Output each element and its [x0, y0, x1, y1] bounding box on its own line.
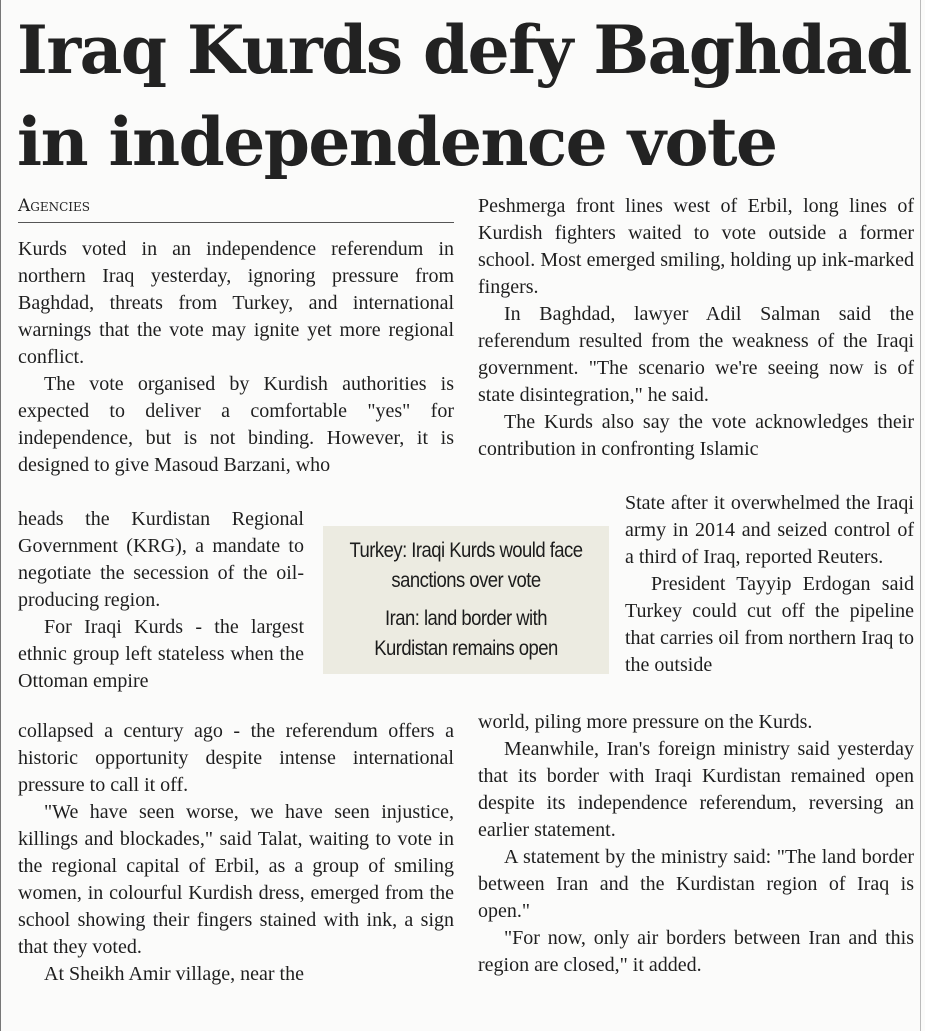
- left-column-bottom: [18, 718, 454, 988]
- paragraph: heads the Kurdistan Regional Government (KRG), a mandate to negotiate the secession of the oil-producing region.: [18, 508, 304, 611]
- headline-line-1: Iraq Kurds defy Baghdad: [17, 11, 911, 89]
- pullquote-box: [323, 526, 609, 674]
- page-edge-divider: [920, 0, 921, 1031]
- paragraph: For Iraqi Kurds - the largest ethnic group left stateless when the Ottoman empire: [18, 616, 304, 692]
- headline: [17, 4, 922, 188]
- paragraph: The Kurds also say the vote acknowledges their contribution in confronting Islamic: [478, 411, 914, 460]
- paragraph: world, piling more pressure on the Kurds.: [478, 711, 813, 733]
- byline: Agencies: [18, 196, 454, 223]
- pullquote-turkey: Turkey: Iraqi Kurds would face sanctions over vote: [349, 539, 583, 592]
- paragraph: Meanwhile, Iran's foreign ministry said yesterday that its border with Iraqi Kurdistan remained open despite its independence referendum, reversing an earlier statement.: [478, 738, 914, 841]
- paragraph: State after it overwhelmed the Iraqi army in 2014 and seized control of a third of Iraq, reported Reuters.: [625, 492, 914, 568]
- paragraph: Kurds voted in an independence referendum in northern Iraq yesterday, ignoring pressure from Baghdad, threats from Turkey, and international warnings that the vote may ignite yet more regional conflict.: [18, 238, 454, 368]
- paragraph: In Baghdad, lawyer Adil Salman said the referendum resulted from the weakness of the Iraqi government. "The scenario we're seeing now is of state disintegration," he said.: [478, 303, 914, 406]
- right-column-top: [478, 193, 914, 463]
- right-column-bottom: [478, 709, 914, 979]
- left-column-top: [18, 236, 454, 479]
- paragraph: Peshmerga front lines west of Erbil, long lines of Kurdish fighters waited to vote outside a former school. Most emerged smiling, holding up ink-marked fingers.: [478, 195, 914, 298]
- pullquote-separator: [331, 596, 601, 604]
- paragraph: "We have seen worse, we have seen injustice, killings and blockades," said Talat, waiting to vote in the regional capital of Erbil, as a group of smiling women, in colourful Kurdish dress, emerged from the school showing their fingers stained with ink, a sign that they voted.: [18, 801, 454, 958]
- headline-line-2: in independence vote: [17, 103, 777, 181]
- paragraph: "For now, only air borders between Iran and this region are closed," it added.: [478, 927, 914, 976]
- paragraph: collapsed a century ago - the referendum offers a historic opportunity despite intense international pressure to call it off.: [18, 720, 454, 796]
- left-column-wrap: [18, 506, 304, 695]
- paragraph: A statement by the ministry said: "The land border between Iran and the Kurdistan region of Iraq is open.": [478, 846, 914, 922]
- right-column-wrap: [625, 490, 914, 679]
- paragraph: The vote organised by Kurdish authorities is expected to deliver a comfortable "yes" for independence, but is not binding. However, it is designed to give Masoud Barzani, who: [18, 373, 454, 476]
- paragraph: At Sheikh Amir village, near the: [44, 963, 304, 985]
- paragraph: President Tayyip Erdogan said Turkey could cut off the pipeline that carries oil from northern Iraq to the outside: [625, 573, 914, 676]
- pullquote-iran: Iran: land border with Kurdistan remains open: [374, 607, 558, 660]
